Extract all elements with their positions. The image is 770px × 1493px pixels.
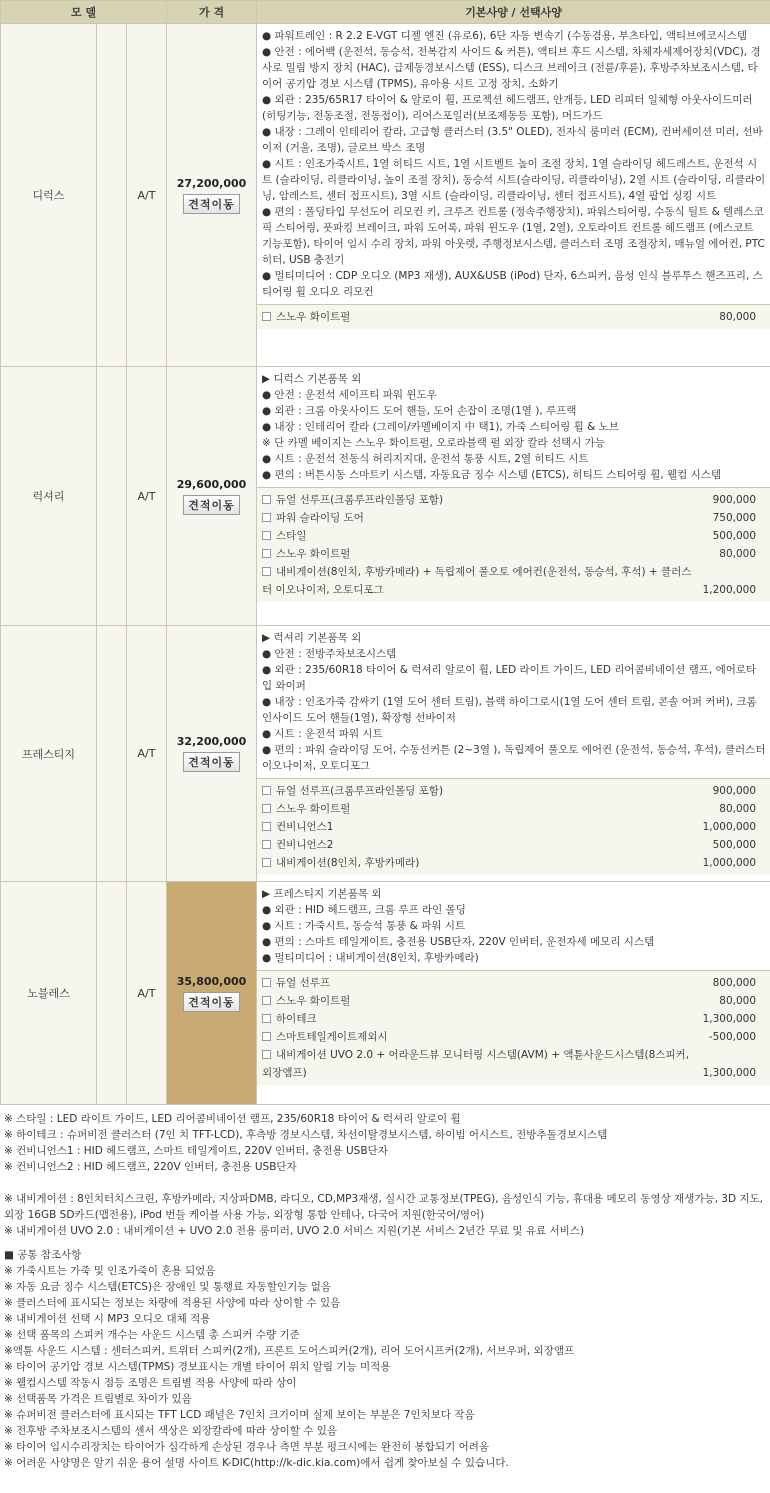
- header-price: 가 격: [167, 1, 257, 24]
- spec-cell: [257, 882, 770, 1105]
- option-list: [257, 778, 770, 875]
- spec-line: ● 내장 : 인조가죽 감싸기 (1열 도어 센터 트림), 블랙 하이그로시(1열 도어 센터 트림, 콘솔 어퍼 커버), 크롬 인사이드 도어 핸들(1열), 확장형 선바이저: [262, 696, 757, 724]
- base-spec-list: [257, 367, 770, 487]
- option-label-wrap: [262, 836, 713, 854]
- option-item: [262, 1028, 756, 1046]
- price-cell: [167, 24, 257, 367]
- price-table-body: [1, 24, 770, 1105]
- option-price: 900,000: [712, 494, 757, 506]
- option-checkbox[interactable]: [262, 786, 271, 795]
- option-label: 듀얼 선루프: [276, 977, 331, 989]
- table-header-row: [1, 1, 770, 24]
- spec-cell: [257, 24, 770, 367]
- option-price: 80,000: [719, 548, 757, 560]
- option-label-wrap: [262, 992, 719, 1010]
- option-price: 800,000: [712, 977, 757, 989]
- quote-button[interactable]: 견적이동: [183, 194, 240, 214]
- option-label: 파워 슬라이딩 도어: [276, 512, 364, 524]
- note-line: ※ 내비게이션 선택 시 MP3 오디오 대체 적용: [4, 1313, 211, 1325]
- option-price: 1,000,000: [702, 821, 757, 833]
- spec-line: ● 멀티미디어 : 내비게이션(8인치, 후방카메라): [262, 952, 479, 964]
- option-list: [257, 304, 770, 329]
- spec-line: ● 편의 : 폴딩타입 무선도어 리모컨 키, 크루즈 컨트롤 (정속주행장치), 파워스티어링, 수동식 틸트 & 텔레스코픽 스티어링, 풋파킹 브레이크, 파워 도어록, 파워 윈도우 (1열, 2열), 오토라이트 컨트롤 헤드램프 (에스코트 기능포함), 타이어 임시 수리 장치, 파워 아웃렛, 주행정보시스템, 클러스터 조명 조절장치, 매뉴얼 에어컨, PTC 히터, USB 충전기: [262, 206, 765, 266]
- option-price: 1,000,000: [702, 857, 757, 869]
- option-label: 내비게이션(8인치, 후방카메라): [276, 857, 420, 869]
- option-item: [262, 818, 756, 836]
- transmission: A/T: [127, 626, 167, 882]
- spec-line: ● 편의 : 스마트 테일게이트, 충전용 USB단자, 220V 인버터, 운전자세 메모리 시스템: [262, 936, 655, 948]
- spec-line: ● 파워트레인 : R 2.2 E-VGT 디젤 엔진 (유로6), 6단 자동 변속기 (수동겸용, 부츠타입, 액티브에코시스템: [262, 30, 747, 42]
- model-row: [1, 882, 770, 1105]
- option-label: 컨비니언스2: [276, 839, 334, 851]
- price-value: 32,200,000: [176, 735, 247, 748]
- note-line: ※ 내비게이션 : 8인치터치스크린, 후방카메라, 지상파DMB, 라디오, CD,MP3재생, 실시간 교통정보(TPEG), 음성인식 기능, 휴대용 메모리 동영상 재생가능, 3D 지도, 외장 16GB SD카드(맵전용), iPod 번들 케이블 사용 가능, 외장형 통합 안테나, 다국어 지원(한국어/영어): [4, 1193, 764, 1221]
- note-line: ※ 클러스터에 표시되는 정보는 차량에 적용된 사양에 따라 상이할 수 있음: [4, 1297, 341, 1309]
- transmission: A/T: [127, 882, 167, 1105]
- option-item: [262, 1010, 756, 1028]
- option-label: 스노우 화이트펄: [276, 803, 351, 815]
- note-line: ※ 컨비니언스1 : HID 헤드램프, 스마트 테일게이트, 220V 인버터, 충전용 USB단자: [4, 1145, 388, 1157]
- option-price: 750,000: [712, 512, 757, 524]
- note-line: ※ 슈퍼비전 클러스터에 표시되는 TFT LCD 패널은 7인치 크기이며 실제 보이는 부분은 7인치보다 작음: [4, 1409, 475, 1421]
- base-spec-list: [257, 626, 770, 778]
- option-item: [262, 974, 756, 992]
- note-line: ※ 내비게이션 UVO 2.0 : 내비게이션 + UVO 2.0 전용 룸미러, UVO 2.0 서비스 지원(기본 서비스 2년간 무료 및 유료 서비스): [4, 1225, 585, 1237]
- model-sub-cell: [97, 882, 127, 1105]
- option-price: 500,000: [712, 839, 757, 851]
- spec-line: ▶ 럭셔리 기본품목 외: [262, 632, 362, 644]
- note-line: ※ 자동 요금 징수 시스템(ETCS)은 장애인 및 통행료 자동할인기능 없음: [4, 1281, 332, 1293]
- spec-line: ※ 단 카멜 베이지는 스노우 화이트펄, 오로라블랙 펄 외장 칼라 선택시 가능: [262, 437, 606, 449]
- option-checkbox[interactable]: [262, 978, 271, 987]
- spec-line: ● 외관 : 크롬 아웃사이드 도어 핸들, 도어 손잡이 조명(1열 ), 루프랙: [262, 405, 577, 417]
- header-spec: 기본사양 / 선택사양: [257, 1, 770, 24]
- option-checkbox[interactable]: [262, 840, 271, 849]
- model-row: [1, 24, 770, 367]
- price-cell: [167, 367, 257, 626]
- option-item: [262, 563, 756, 599]
- model-sub-cell: [97, 367, 127, 626]
- transmission: A/T: [127, 367, 167, 626]
- spec-line: ● 안전 : 운전석 세이프티 파워 윈도우: [262, 389, 437, 401]
- option-label-wrap: [262, 1046, 703, 1082]
- option-item: [262, 308, 756, 326]
- option-price: 80,000: [719, 311, 757, 323]
- option-price: 1,200,000: [702, 584, 757, 596]
- price-value: 35,800,000: [176, 974, 247, 988]
- transmission: A/T: [127, 24, 167, 367]
- option-item: [262, 509, 756, 527]
- option-label: 스타일: [276, 530, 307, 542]
- option-checkbox[interactable]: [262, 804, 271, 813]
- price-cell: [167, 626, 257, 882]
- price-cell: [167, 882, 257, 1105]
- note-line: ※ 하이테크 : 슈퍼비전 클러스터 (7인 치 TFT-LCD), 후측방 경보시스템, 차선이탈경보시스템, 하이빔 어시스트, 전방추돌경보시스템: [4, 1129, 608, 1141]
- option-label: 내비게이션 UVO 2.0 + 어라운드뷰 모니터링 시스템(AVM) + 액튠사운드시스템(8스피커, 외장앰프): [262, 1049, 690, 1079]
- option-checkbox[interactable]: [262, 822, 271, 831]
- option-checkbox[interactable]: [262, 495, 271, 504]
- option-label-wrap: [262, 491, 713, 509]
- option-item: [262, 800, 756, 818]
- option-checkbox[interactable]: [262, 549, 271, 558]
- spec-line: ● 시트 : 운전석 파워 시트: [262, 728, 383, 740]
- option-item: [262, 854, 756, 872]
- option-label-wrap: [262, 545, 719, 563]
- note-line: ※ 웰컴시스템 작동시 점등 조명은 트림별 적용 사양에 따라 상이: [4, 1377, 297, 1389]
- navigation-notes: [4, 1191, 766, 1239]
- note-line: ※ 전후방 주차보조시스템의 센서 색상은 외장칼라에 따라 상이할 수 있음: [4, 1425, 337, 1437]
- note-line: ※ 타이어 공기압 경보 시스템(TPMS) 경보표시는 개별 타이어 위치 알림 기능 미적용: [4, 1361, 391, 1373]
- note-line: ※ 가죽시트는 가죽 및 인조가죽이 혼용 되었음: [4, 1265, 216, 1277]
- option-label: 컨비니언스1: [276, 821, 334, 833]
- spec-line: ● 시트 : 가죽시트, 동승석 통풍 & 파워 시트: [262, 920, 466, 932]
- quote-button[interactable]: 견적이동: [183, 992, 240, 1012]
- option-label-wrap: [262, 782, 713, 800]
- common-notes: [4, 1263, 766, 1471]
- spec-line: ▶ 프레스티지 기본품목 외: [262, 888, 382, 900]
- note-line: ※액튠 사운드 시스템 : 센터스피커, 트위터 스피커(2개), 프론트 도어스피커(2개), 리어 도어시프커(2개), 서브우퍼, 외장앰프: [4, 1345, 575, 1357]
- option-label-wrap: [262, 308, 719, 326]
- option-price: 900,000: [712, 785, 757, 797]
- model-name: 럭셔리: [1, 367, 97, 626]
- option-notes: [4, 1111, 766, 1175]
- option-list: [257, 970, 770, 1085]
- option-label: 스노우 화이트펄: [276, 548, 351, 560]
- option-label-wrap: [262, 800, 719, 818]
- price-value: 27,200,000: [176, 176, 247, 190]
- note-line: ※ 타이어 임시수리장치는 타이어가 심각하게 손상된 경우나 측면 부분 펑크시에는 완전히 봉합되기 어려움: [4, 1441, 489, 1453]
- option-checkbox[interactable]: [262, 1014, 271, 1023]
- note-line: ※ 컨비니언스2 : HID 헤드램프, 220V 인버터, 충전용 USB단자: [4, 1161, 297, 1173]
- note-line: ※ 어려운 사양명은 알기 쉬운 용어 설명 사이트 K-DIC(http://k-dic.kia.com)에서 쉽게 찾아보실 수 있습니다.: [4, 1457, 509, 1469]
- base-spec-list: [257, 882, 770, 970]
- spec-line: ● 외관 : 235/65R17 타이어 & 알로이 휠, 프로젝션 헤드램프, 안개등, LED 리피터 일체형 아웃사이드미러(히팅기능, 전동조절, 전동접이), 리어스포일러(보조제동등 포함), 머드가드: [262, 94, 753, 122]
- option-checkbox[interactable]: [262, 996, 271, 1005]
- spec-line: ● 내장 : 인테리어 칼라 (그레이/카멜베이지 中 택1), 가죽 스티어링 휠 & 노브: [262, 421, 619, 433]
- note-line: ※ 선택 품목의 스피커 개수는 사운드 시스템 총 스피커 수량 기준: [4, 1329, 300, 1341]
- option-label-wrap: [262, 818, 703, 836]
- option-price: 1,300,000: [702, 1067, 757, 1079]
- model-name: 노블레스: [1, 882, 97, 1105]
- spec-line: ● 멀티미디어 : CDP 오디오 (MP3 재생), AUX&USB (iPod) 단자, 6스피커, 음성 인식 블루투스 핸즈프리, 스티어링 휠 오디오 리모컨: [262, 270, 763, 298]
- spec-line: ● 시트 : 운전석 전동식 허리지지대, 운전석 통풍 시트, 2열 히티드 시트: [262, 453, 589, 465]
- option-item: [262, 491, 756, 509]
- spec-line: ● 안전 : 전방주차보조시스템: [262, 648, 397, 660]
- spec-line: ● 편의 : 파워 슬라이딩 도어, 수동선커튼 (2~3열 ), 독립제어 풀오토 에어컨 (운전석, 동승석, 후석), 클러스터 이오나이저, 오토디포그: [262, 744, 766, 772]
- option-label-wrap: [262, 509, 713, 527]
- option-item: [262, 1046, 756, 1082]
- option-label: 듀얼 선루프(크롬루프라인몰딩 포함): [276, 785, 444, 797]
- spec-cell: [257, 367, 770, 626]
- spec-line: ● 편의 : 버튼시동 스마트키 시스템, 자동요금 징수 시스템 (ETCS), 히티드 스티어링 휠, 웰컴 시스템: [262, 469, 722, 481]
- option-item: [262, 992, 756, 1010]
- option-label: 하이테크: [276, 1013, 317, 1025]
- notes-section: [0, 1105, 770, 1475]
- option-checkbox[interactable]: [262, 312, 271, 321]
- option-item: [262, 782, 756, 800]
- spec-line: ● 외관 : HID 헤드램프, 크롬 루프 라인 몰딩: [262, 904, 466, 916]
- option-label: 스마트테일게이트제외시: [276, 1031, 388, 1043]
- option-label-wrap: [262, 1028, 709, 1046]
- option-checkbox[interactable]: [262, 858, 271, 867]
- option-checkbox[interactable]: [262, 567, 271, 576]
- spec-line: ● 외관 : 235/60R18 타이어 & 럭셔리 알로이 휠, LED 라이트 가이드, LED 리어콤비네이션 램프, 에어로타입 와이퍼: [262, 664, 757, 692]
- notes-spacer: [4, 1175, 766, 1191]
- option-checkbox[interactable]: [262, 1050, 271, 1059]
- spec-line: ● 시트 : 인조가죽시트, 1열 히티드 시트, 1열 시트벨트 높이 조절 장치, 1열 슬라이딩 헤드레스트, 운전석 시트 (슬라이딩, 리클라이닝, 높이 조절 장치), 동승석 시트(슬라이딩, 리클라이닝), 2열 시트 (슬라이딩, 리클라이닝, 암레스트, 센터 접프시트), 3열 시트 (슬라이딩, 리클라이닝, 센터 접프시트), 4열 팝업 싱킹 시트: [262, 158, 766, 202]
- model-name: 디럭스: [1, 24, 97, 367]
- quote-button[interactable]: 견적이동: [183, 495, 240, 515]
- option-price: 80,000: [719, 995, 757, 1007]
- option-label-wrap: [262, 854, 703, 872]
- model-row: [1, 367, 770, 626]
- quote-button[interactable]: 견적이동: [183, 752, 240, 772]
- model-sub-cell: [97, 24, 127, 367]
- option-price: 80,000: [719, 803, 757, 815]
- model-sub-cell: [97, 626, 127, 882]
- spec-line: ● 내장 : 그레이 인테리어 칼라, 고급형 클러스터 (3.5" OLED), 전자식 룸미러 (ECM), 컨버세이션 미러, 선바이저 (거울, 조명), 글로브 박스 조명: [262, 126, 763, 154]
- option-label: 듀얼 선루프(크롬루프라인몰딩 포함): [276, 494, 444, 506]
- common-notes-title: ■ 공통 참조사항: [4, 1249, 82, 1261]
- option-label: 내비게이션(8인치, 후방카메라) + 독립제어 풀오토 에어컨(운전석, 동승석, 후석) + 클러스터 이오나이저, 오토디포그: [262, 566, 692, 596]
- option-label-wrap: [262, 1010, 703, 1028]
- option-checkbox[interactable]: [262, 513, 271, 522]
- option-item: [262, 527, 756, 545]
- note-line: ※ 선택품목 가격은 트림별로 차이가 있음: [4, 1393, 192, 1405]
- spec-line: ● 안전 : 에어백 (운전석, 동승석, 전복감지 사이드 & 커튼), 액티브 후드 시스템, 차체자세제어장치(VDC), 경사로 밀림 방지 장치 (HAC), 급제동경보시스템 (ESS), 디스크 브레이크 (전륜/후륜), 후방주차보조시스템, 타이어 공기압 경보 시스템 (TPMS), 유아용 시트 고정 장치, 소화기: [262, 46, 761, 90]
- model-name: 프레스티지: [1, 626, 97, 882]
- option-price: 500,000: [712, 530, 757, 542]
- option-item: [262, 545, 756, 563]
- spec-cell: [257, 626, 770, 882]
- model-row: [1, 626, 770, 882]
- option-checkbox[interactable]: [262, 531, 271, 540]
- option-label: 스노우 화이트펄: [276, 311, 351, 323]
- price-value: 29,600,000: [176, 477, 247, 491]
- notes-spacer: [4, 1239, 766, 1247]
- option-label: 스노우 화이트펄: [276, 995, 351, 1007]
- option-label-wrap: [262, 974, 713, 992]
- note-line: ※ 스타일 : LED 라이트 가이드, LED 리어콤비네이션 램프, 235/60R18 타이어 & 럭셔리 알로이 휠: [4, 1113, 461, 1125]
- option-list: [257, 487, 770, 602]
- spec-line: ▶ 디럭스 기본품목 외: [262, 373, 362, 385]
- option-item: [262, 836, 756, 854]
- base-spec-list: [257, 24, 770, 304]
- option-price: -500,000: [708, 1031, 757, 1043]
- option-label-wrap: [262, 527, 713, 545]
- option-checkbox[interactable]: [262, 1032, 271, 1041]
- option-label-wrap: [262, 563, 703, 599]
- header-model: 모 델: [1, 1, 167, 24]
- option-price: 1,300,000: [702, 1013, 757, 1025]
